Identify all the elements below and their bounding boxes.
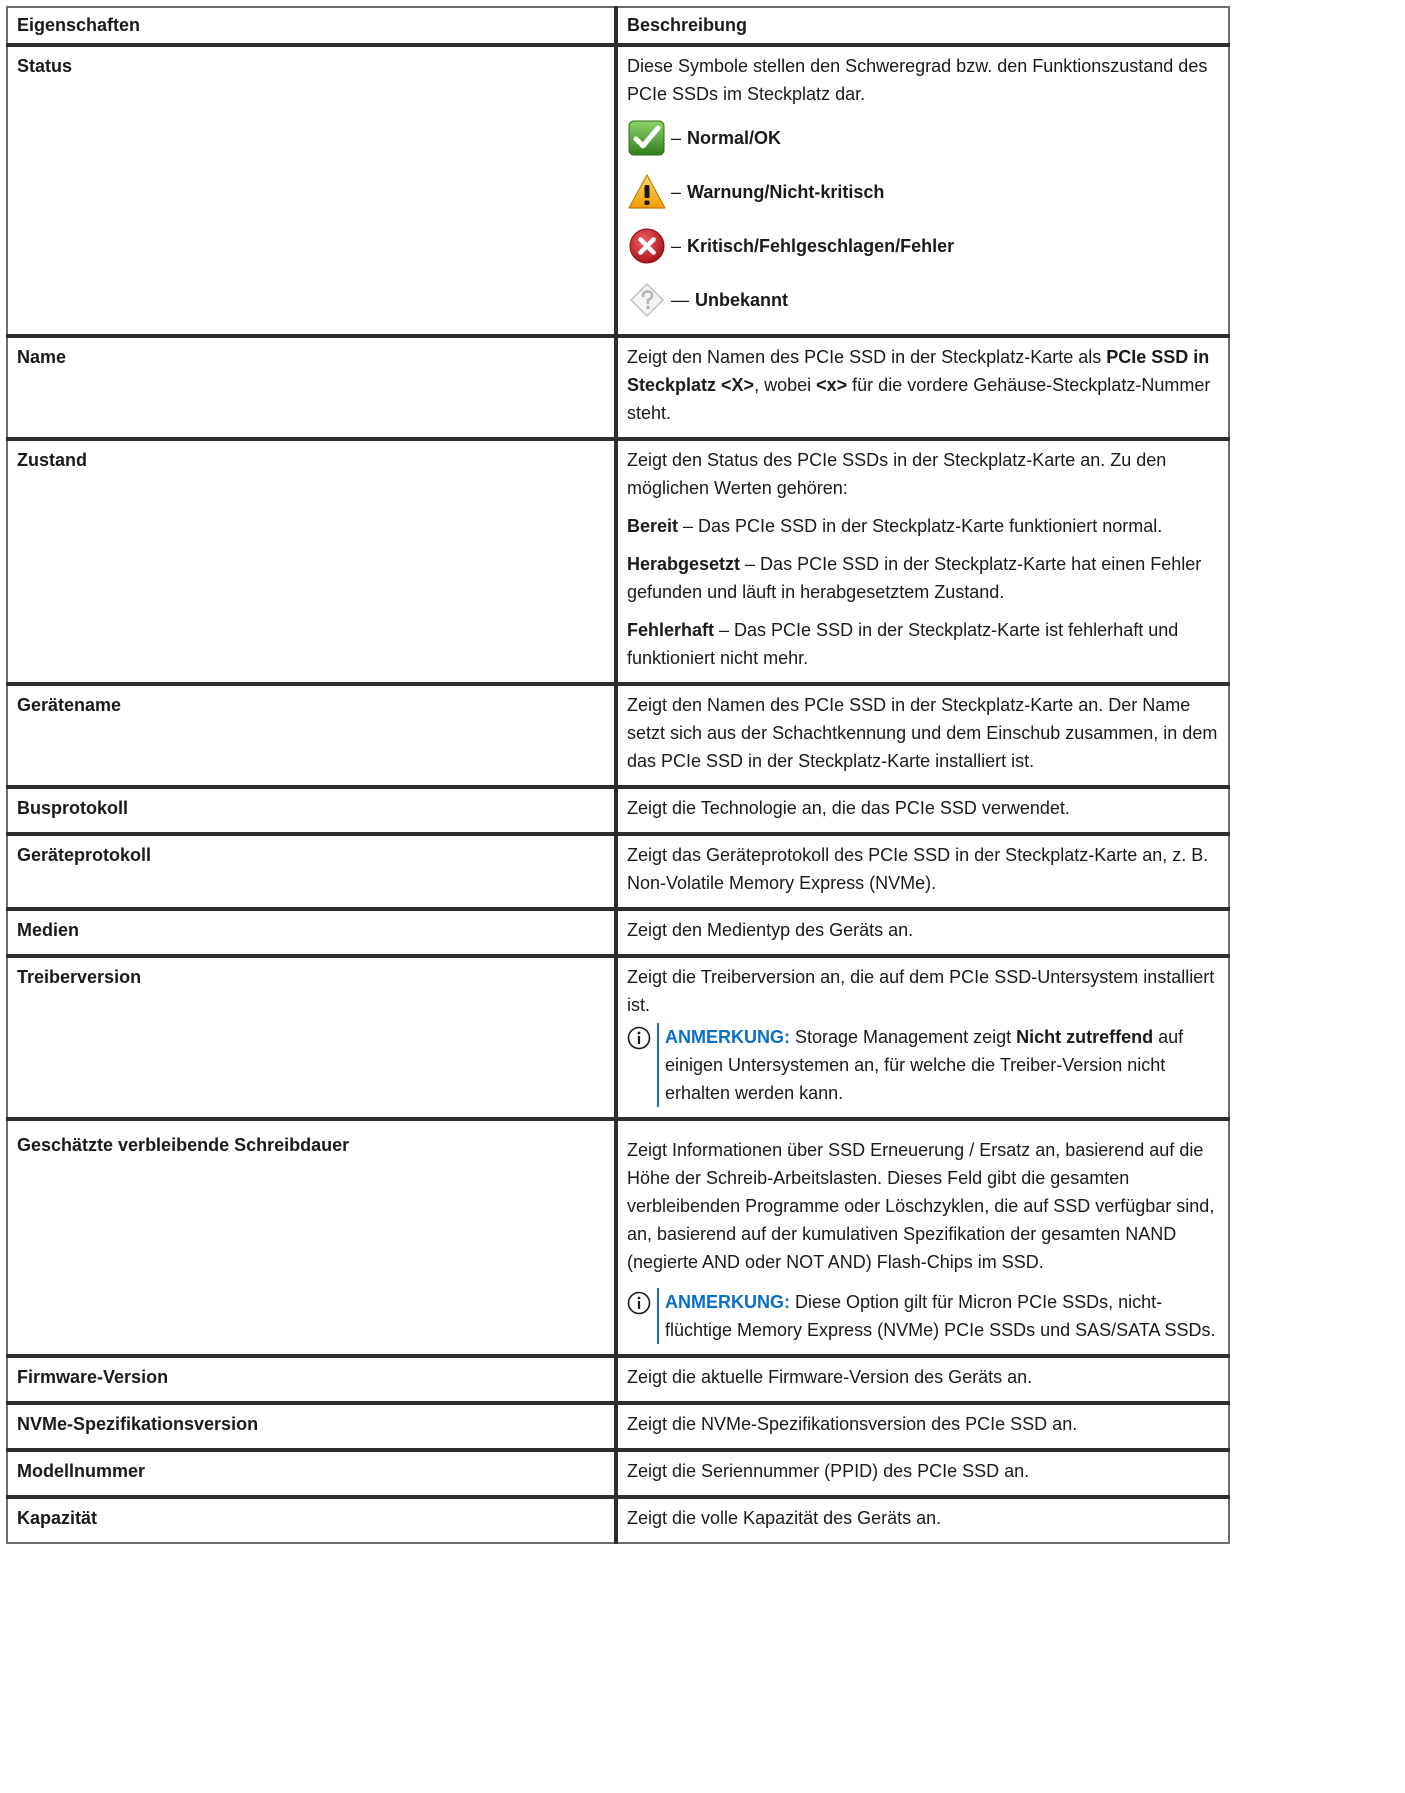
text-span: Zeigt den Namen des PCIe SSD in der Steckplatz-Karte als [627, 347, 1107, 367]
note-body [657, 1288, 1219, 1344]
description-busprotokoll: Zeigt die Technologie an, die das PCIe SSD verwendet. [616, 787, 1229, 834]
status-item-critical [627, 222, 1219, 270]
table-row [7, 909, 1229, 956]
text-span: , wobei [754, 375, 817, 395]
note-text: auf einigen Untersystemen an, für welche die Treiber-Version nicht erhalten werden kann. [665, 1027, 1184, 1103]
note-body [657, 1023, 1219, 1107]
status-dash: — [671, 290, 689, 310]
property-status: Status [7, 45, 616, 336]
status-item-ok [627, 114, 1219, 162]
property-zustand: Zustand [7, 439, 616, 684]
description-status [616, 45, 1229, 336]
note-text: Diese Option gilt für Micron PCIe SSDs, nicht-flüchtige Memory Express (NVMe) PCIe SSDs und SAS/SATA SSDs. [665, 1292, 1216, 1340]
bold-span: <x> [816, 375, 848, 395]
zustand-intro: Zeigt den Status des PCIe SSDs in der Steckplatz-Karte an. Zu den möglichen Werten gehören: [627, 450, 1167, 498]
treiberversion-description: Zeigt die Treiberversion an, die auf dem PCIe SSD-Untersystem installiert ist. [627, 967, 1215, 1015]
table-row [7, 45, 1229, 336]
value-term: Fehlerhaft [627, 620, 715, 640]
status-text-unknown: Unbekannt [695, 290, 789, 310]
property-busprotokoll: Busprotokoll [7, 787, 616, 834]
table-row [7, 336, 1229, 439]
text-span: für die vordere Gehäuse-Steckplatz-Nummer steht. [627, 375, 1211, 423]
value-desc: – Das PCIe SSD in der Steckplatz-Karte funktioniert normal. [678, 516, 1163, 536]
description-treiberversion [616, 956, 1229, 1119]
table-row [7, 684, 1229, 787]
properties-table-wrapper [6, 6, 1228, 1544]
value-desc: – Das PCIe SSD in der Steckplatz-Karte hat einen Fehler gefunden und läuft in herabgesetztem Zustand. [627, 554, 1202, 602]
property-kapazitaet: Kapazität [7, 1497, 616, 1543]
table-row [7, 956, 1229, 1119]
property-treiberversion: Treiberversion [7, 956, 616, 1119]
description-name [616, 336, 1229, 439]
status-item-unknown [627, 276, 1219, 324]
table-row [7, 1403, 1229, 1450]
status-text-warning: Warnung/Nicht-kritisch [687, 182, 885, 202]
warning-triangle-icon [627, 172, 667, 212]
critical-x-icon [627, 226, 667, 266]
table-row [7, 439, 1229, 684]
property-geraetename: Gerätename [7, 684, 616, 787]
column-header-properties: Eigenschaften [7, 7, 616, 45]
status-item-warning [627, 168, 1219, 216]
status-text-ok: Normal/OK [687, 128, 782, 148]
info-icon [627, 1288, 657, 1344]
description-modell: Zeigt die Seriennummer (PPID) des PCIe SSD an. [616, 1450, 1229, 1497]
status-intro: Diese Symbole stellen den Schweregrad bzw. den Funktionszustand des PCIe SSDs im Steckplatz dar. [627, 56, 1208, 104]
value-term: Herabgesetzt [627, 554, 741, 574]
value-term: Bereit [627, 516, 679, 536]
table-header-row [7, 7, 1229, 45]
zustand-value-bereit [627, 512, 1219, 540]
note-label: ANMERKUNG: [665, 1027, 790, 1047]
note-label: ANMERKUNG: [665, 1292, 790, 1312]
description-zustand [616, 439, 1229, 684]
property-medien: Medien [7, 909, 616, 956]
property-nvme: NVMe-Spezifikationsversion [7, 1403, 616, 1450]
table-row [7, 787, 1229, 834]
property-modell: Modellnummer [7, 1450, 616, 1497]
note-text: Storage Management zeigt [790, 1027, 1017, 1047]
bold-span: PCIe SSD in Steckplatz <X> [627, 347, 1210, 395]
value-desc: – Das PCIe SSD in der Steckplatz-Karte ist fehlerhaft und funktioniert nicht mehr. [627, 620, 1179, 668]
note-box [627, 1023, 1219, 1107]
note-bold: Nicht zutreffend [1016, 1027, 1154, 1047]
status-dash: – [671, 182, 682, 202]
description-firmware: Zeigt die aktuelle Firmware-Version des Geräts an. [616, 1356, 1229, 1403]
name-description [627, 343, 1219, 427]
properties-table [6, 6, 1230, 1544]
table-row [7, 1119, 1229, 1356]
property-geraeteprotokoll: Geräteprotokoll [7, 834, 616, 909]
description-nvme: Zeigt die NVMe-Spezifikationsversion des PCIe SSD an. [616, 1403, 1229, 1450]
description-kapazitaet: Zeigt die volle Kapazität des Geräts an. [616, 1497, 1229, 1543]
table-row [7, 1356, 1229, 1403]
table-row [7, 834, 1229, 909]
description-geraeteprotokoll: Zeigt das Geräteprotokoll des PCIe SSD in der Steckplatz-Karte an, z. B. Non-Volatile Memory Express (NVMe). [616, 834, 1229, 909]
unknown-question-icon [627, 280, 667, 320]
status-dash: – [671, 128, 682, 148]
table-row [7, 1497, 1229, 1543]
zustand-value-herabgesetzt [627, 550, 1219, 606]
status-dash: – [671, 236, 682, 256]
property-firmware: Firmware-Version [7, 1356, 616, 1403]
zustand-value-fehlerhaft [627, 616, 1219, 672]
property-schreibdauer: Geschätzte verbleibende Schreibdauer [7, 1119, 616, 1356]
description-schreibdauer [616, 1119, 1229, 1356]
column-header-description: Beschreibung [616, 7, 1229, 45]
status-text-critical: Kritisch/Fehlgeschlagen/Fehler [687, 236, 955, 256]
table-row [7, 1450, 1229, 1497]
note-box [627, 1288, 1219, 1344]
property-name: Name [7, 336, 616, 439]
info-icon [627, 1023, 657, 1107]
description-medien: Zeigt den Medientyp des Geräts an. [616, 909, 1229, 956]
description-geraetename: Zeigt den Namen des PCIe SSD in der Steckplatz-Karte an. Der Name setzt sich aus der Schachtkennung und dem Einschub zusammen, in dem das PCIe SSD in der Steckplatz-Karte installiert ist. [616, 684, 1229, 787]
ok-check-icon [627, 118, 667, 158]
schreibdauer-description: Zeigt Informationen über SSD Erneuerung / Ersatz an, basierend auf die Höhe der Schreib-Arbeitslasten. Dieses Feld gibt die gesamten verbleibenden Programme oder Löschzyklen, die auf SSD verfügbar sind, an, basierend auf der kumulativen Spezifikation der gesamten NAND (negierte AND oder NOT AND) Flash-Chips im SSD. [627, 1140, 1215, 1272]
